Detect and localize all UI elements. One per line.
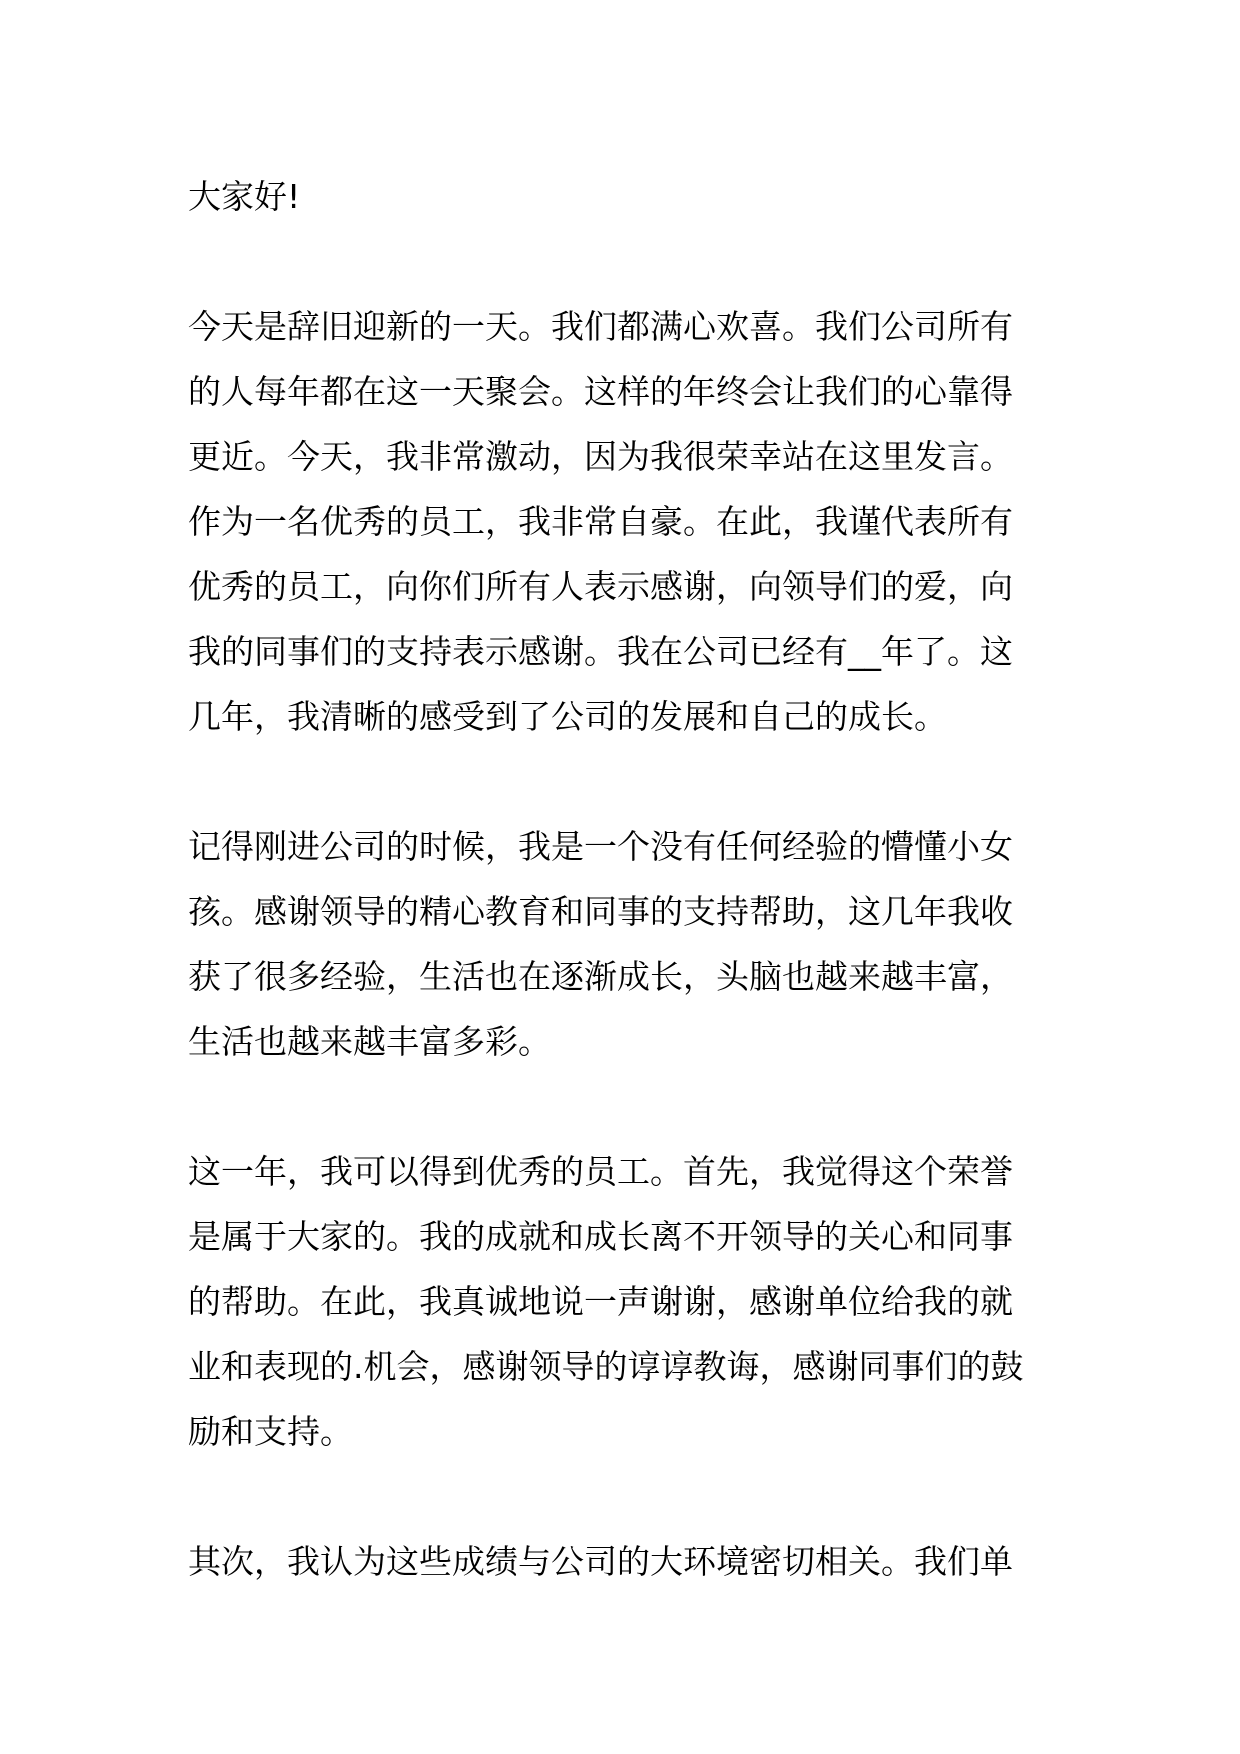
- paragraph-line: 是属于大家的。我的成就和成长离不开领导的关心和同事: [188, 1217, 1013, 1256]
- paragraph-line: 业和表现的.机会，感谢领导的谆谆教诲，感谢同事们的鼓: [188, 1347, 1024, 1386]
- paragraph-line: 更近。今天，我非常激动，因为我很荣幸站在这里发言。: [188, 437, 1013, 476]
- paragraph-2: [188, 814, 1063, 1074]
- paragraph-4: [188, 1529, 1063, 1594]
- paragraph-3: [188, 1139, 1063, 1464]
- paragraph-line: 记得刚进公司的时候，我是一个没有任何经验的懵懂小女: [188, 827, 1013, 866]
- greeting-paragraph: [188, 164, 1063, 229]
- paragraph-line: 今天是辞旧迎新的一天。我们都满心欢喜。我们公司所有: [188, 307, 1013, 346]
- paragraph-line: 励和支持。: [188, 1412, 353, 1451]
- paragraph-line: 这一年，我可以得到优秀的员工。首先，我觉得这个荣誉: [188, 1152, 1013, 1191]
- paragraph-line: 孩。感谢领导的精心教育和同事的支持帮助，这几年我收: [188, 892, 1013, 931]
- paragraph-line: 作为一名优秀的员工，我非常自豪。在此，我谨代表所有: [188, 502, 1013, 541]
- paragraph-line: 的人每年都在这一天聚会。这样的年终会让我们的心靠得: [188, 372, 1013, 411]
- paragraph-line: 几年，我清晰的感受到了公司的发展和自己的成长。: [188, 697, 947, 736]
- greeting-line: 大家好!: [188, 177, 301, 216]
- document-body: [188, 164, 1063, 1659]
- paragraph-line: 的帮助。在此，我真诚地说一声谢谢，感谢单位给我的就: [188, 1282, 1013, 1321]
- paragraph-line: 其次，我认为这些成绩与公司的大环境密切相关。我们单: [188, 1542, 1013, 1581]
- paragraph-line: 优秀的员工，向你们所有人表示感谢，向领导们的爱，向: [188, 567, 1013, 606]
- paragraph-line: 获了很多经验，生活也在逐渐成长，头脑也越来越丰富，: [188, 957, 1013, 996]
- paragraph-line: 生活也越来越丰富多彩。: [188, 1022, 551, 1061]
- paragraph-1: [188, 294, 1063, 749]
- paragraph-line: 我的同事们的支持表示感谢。我在公司已经有__年了。这: [188, 632, 1013, 671]
